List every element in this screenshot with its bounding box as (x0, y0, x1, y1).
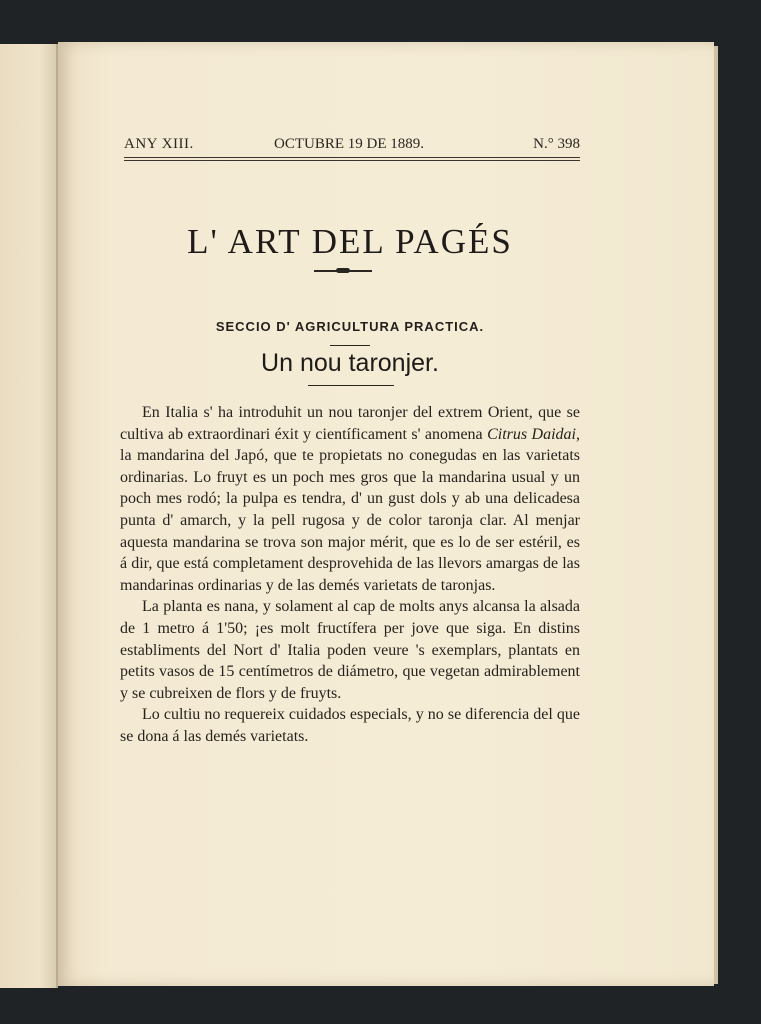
section-heading: SECCIO D' AGRICULTURA PRACTICA. (215, 319, 485, 334)
paragraph-2: La planta es nana, y solament al cap de molts anys alcansa la alsada de 1 metro á 1'50; ¡es molt fructífera per jove que siga. En distins establiments del Nort d' Italia poden veure 's exemplars, plantats en petits vasos de 15 centímetros de diámetro, que vegetan admirablement y se cubreixen de flors y de fruyts. (120, 598, 580, 702)
issue-header (124, 136, 580, 156)
paragraph-3: Lo cultiu no requereix cuidados especials, y no se diferencia del que se dona á las demés varietats. (120, 706, 580, 745)
book-page (58, 42, 714, 986)
issue-number: N.° 398 (533, 136, 580, 152)
section-divider (330, 345, 370, 346)
species-name: Citrus Daidai (487, 425, 577, 443)
masthead-title: L' ART DEL PAGÉS (187, 222, 513, 261)
page-right-edge (714, 46, 718, 984)
header-rule-bottom (124, 160, 580, 161)
title-ornament (314, 270, 372, 272)
facing-page-edge (0, 44, 58, 988)
article-title: Un nou taronjer. (261, 349, 439, 377)
issue-date: OCTUBRE 19 DE 1889. (274, 136, 424, 152)
paragraph-1: En Italia s' ha introduhit un nou taronjer del extrem Orient, que se cultiva ab extraordinari éxit y científicament s' anomena Citrus Daidai, la mandarina del Japó, que te propietats no conegudas en las varietats ordinarias. Lo fruyt es un poch mes gros que la mandarina usual y un poch mes rodó; la pulpa es tendra, d' un gust dols y ab una delicadesa punta d' amarch, y la pell rugosa y de color taronja clar. Al menjar aquesta mandarina se trova son major mérit, que es lo de ser estéril, es á dir, que está completament desprovehida de las llevors amargas de las mandarinas ordinarias y de las demés varietats de taronjas. (120, 404, 581, 594)
article-body (120, 402, 580, 748)
header-rule-top (124, 157, 580, 158)
title-divider (308, 385, 394, 386)
issue-year: ANY XIII. (124, 136, 194, 152)
